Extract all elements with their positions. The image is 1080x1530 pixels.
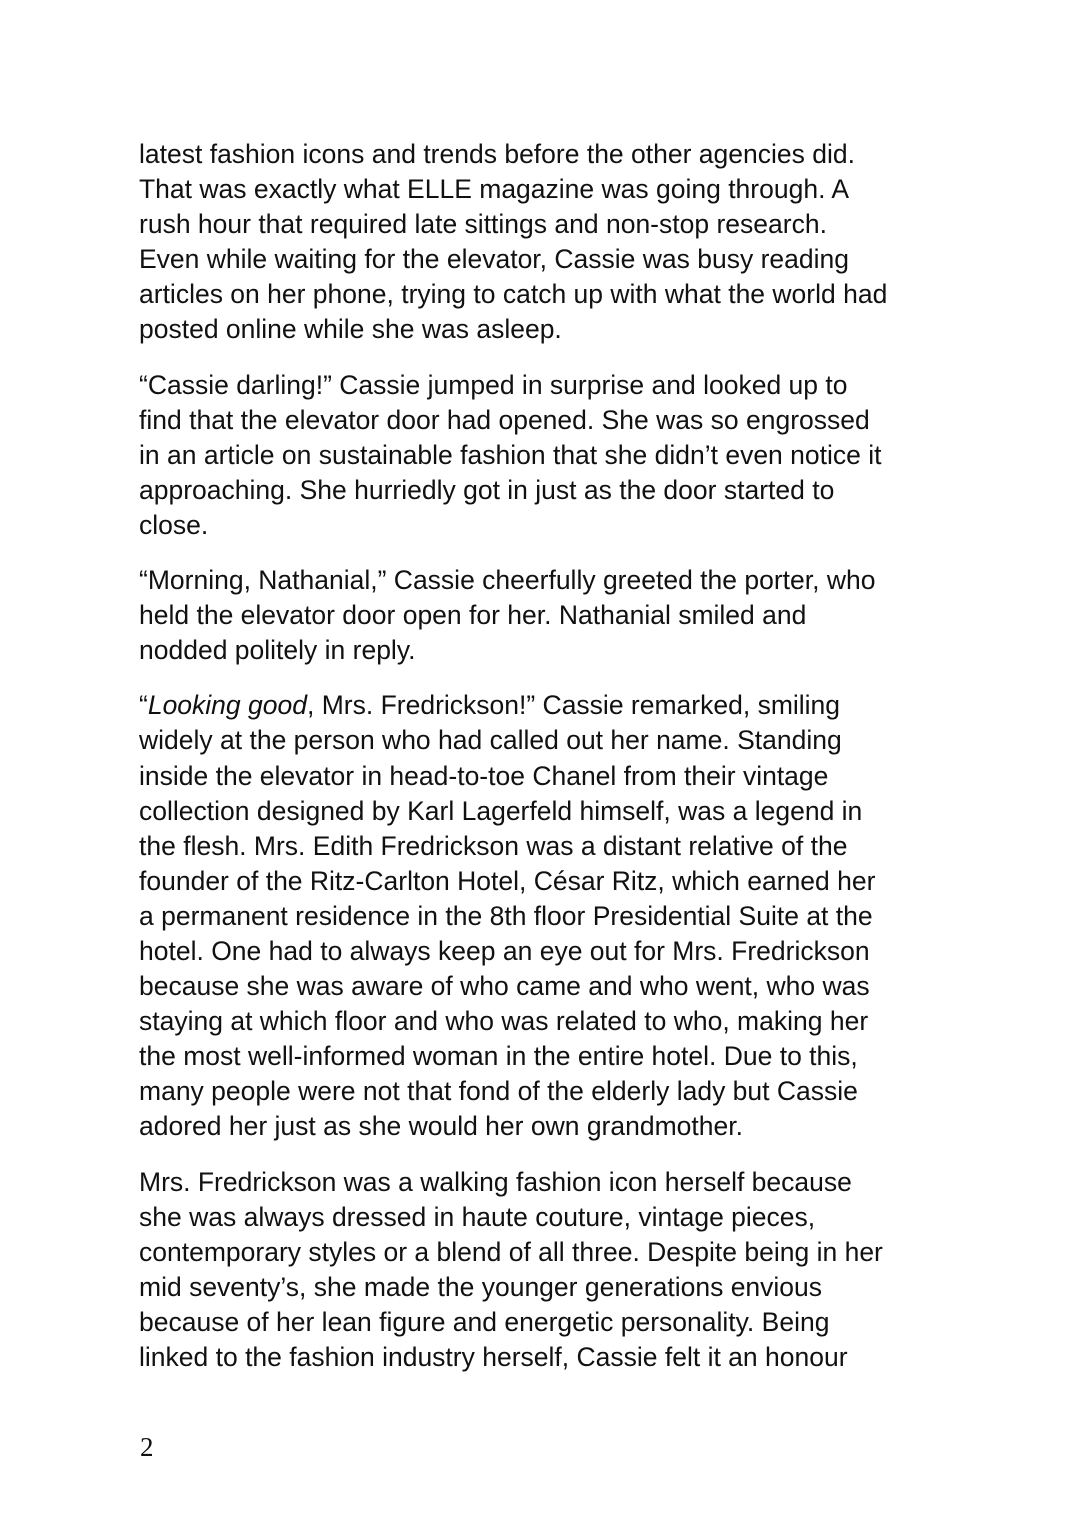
text-run: , Mrs. Fredrickson!” Cassie remarked, smiling	[306, 690, 841, 721]
text-run: Mrs. Fredrickson was a walking fashion icon herself because	[139, 1166, 852, 1197]
text-line	[139, 508, 949, 543]
text-run: held the elevator door open for her. Nathanial smiled and	[139, 600, 807, 631]
text-run: the flesh. Mrs. Edith Fredrickson was a distant relative of the	[139, 830, 848, 861]
text-run: because of her lean figure and energetic personality. Being	[139, 1306, 830, 1337]
text-run: latest fashion icons and trends before the other agencies did.	[139, 139, 855, 169]
text-line	[139, 598, 949, 633]
text-run: widely at the person who had called out her name. Standing	[139, 725, 842, 756]
text-line	[139, 242, 949, 277]
text-line	[139, 794, 949, 829]
text-run: That was exactly what ELLE magazine was going through. A	[139, 174, 850, 205]
text-line	[139, 633, 949, 668]
text-line	[139, 1004, 949, 1039]
paragraph	[139, 563, 949, 668]
text-line	[139, 1074, 949, 1109]
text-line	[139, 473, 949, 508]
text-run: nodded politely in reply.	[139, 635, 416, 666]
text-line	[139, 969, 949, 1004]
text-run: articles on her phone, trying to catch up with what the world had	[139, 279, 888, 310]
body-text	[139, 137, 949, 1395]
text-run: the most well-informed woman in the entire hotel. Due to this,	[139, 1041, 858, 1072]
text-run: adored her just as she would her own grandmother.	[139, 1111, 743, 1142]
paragraph	[139, 137, 949, 348]
paragraph	[139, 688, 949, 1144]
text-line	[139, 563, 949, 598]
text-run: Even while waiting for the elevator, Cassie was busy reading	[139, 244, 849, 275]
text-line	[139, 312, 949, 347]
text-run: contemporary styles or a blend of all three. Despite being in her	[139, 1236, 883, 1267]
italic-text-run: Looking good	[147, 690, 307, 721]
paragraph	[139, 1165, 949, 1376]
text-line	[139, 723, 949, 758]
text-line	[139, 864, 949, 899]
text-run: “Morning, Nathanial,” Cassie cheerfully greeted the porter, who	[139, 565, 876, 596]
text-line	[139, 137, 949, 172]
text-run: mid seventy’s, she made the younger generations envious	[139, 1271, 823, 1302]
text-run: find that the elevator door had opened. She was so engrossed	[139, 404, 870, 435]
text-run: rush hour that required late sittings and non-stop research.	[139, 209, 827, 240]
text-run: “Cassie darling!” Cassie jumped in surprise and looked up to	[139, 369, 848, 400]
text-run: posted online while she was asleep.	[139, 314, 562, 345]
paragraph	[139, 368, 949, 543]
page-number: 2	[140, 1432, 154, 1462]
text-run: a permanent residence in the 8th floor Presidential Suite at the	[139, 900, 873, 931]
text-run: inside the elevator in head-to-toe Chanel from their vintage	[139, 760, 829, 791]
text-line	[139, 899, 949, 934]
text-run: linked to the fashion industry herself, Cassie felt it an honour	[139, 1342, 848, 1372]
text-run: approaching. She hurriedly got in just as the door started to	[139, 474, 835, 505]
text-line	[139, 1270, 949, 1305]
text-run: “	[139, 690, 148, 721]
text-run: many people were not that fond of the elderly lady but Cassie	[139, 1076, 858, 1107]
text-line	[139, 829, 949, 864]
text-line	[139, 759, 949, 794]
text-line	[139, 403, 949, 438]
text-line	[139, 172, 949, 207]
text-line	[139, 368, 949, 403]
text-run: close.	[139, 509, 209, 540]
text-line	[139, 207, 949, 242]
text-line	[139, 1340, 949, 1375]
text-run: in an article on sustainable fashion that she didn’t even notice it	[139, 439, 882, 470]
text-line	[139, 934, 949, 969]
text-run: collection designed by Karl Lagerfeld himself, was a legend in	[139, 795, 863, 826]
text-run: she was always dressed in haute couture, vintage pieces,	[139, 1201, 816, 1232]
text-line	[139, 1109, 949, 1144]
text-run: hotel. One had to always keep an eye out for Mrs. Fredrickson	[139, 935, 870, 966]
text-line	[139, 438, 949, 473]
text-line	[139, 1039, 949, 1074]
text-line	[139, 1200, 949, 1235]
text-run: staying at which floor and who was related to who, making her	[139, 1006, 869, 1037]
text-line	[139, 1165, 949, 1200]
text-line	[139, 1235, 949, 1270]
text-line	[139, 277, 949, 312]
text-run: founder of the Ritz-Carlton Hotel, César Ritz, which earned her	[139, 865, 876, 896]
text-run: because she was aware of who came and who went, who was	[139, 971, 870, 1002]
text-line	[139, 1305, 949, 1340]
text-line	[139, 688, 949, 723]
